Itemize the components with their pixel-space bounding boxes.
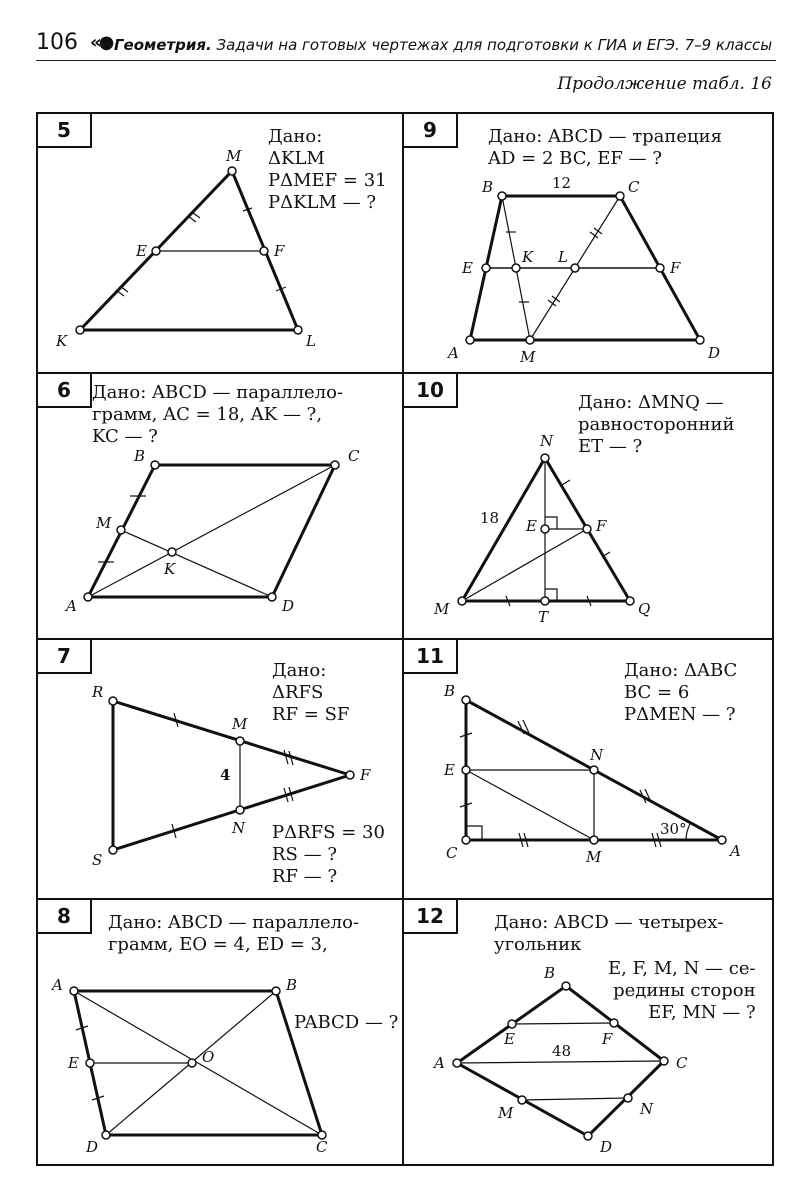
vertex-label: E [68,1054,79,1072]
segment-label: 48 [552,1042,572,1060]
given-line: угольник [494,934,582,955]
vertex-label: M [226,147,242,165]
vertex-label: F [670,259,681,277]
vertex-label: K [164,560,176,578]
given-line: KC — ? [92,426,158,447]
given-line: Дано: [268,126,323,147]
double-chevron-icon: «● [90,32,112,53]
problem-number: 5 [38,114,92,148]
given-line: BC = 6 [624,682,690,703]
quadrilateral-abcd [457,986,664,1136]
given-line: RS — ? [272,844,337,865]
given-line: RF — ? [272,866,338,887]
vertex-label: S [92,851,103,869]
vertex-label: C [676,1054,688,1072]
vertex-label: E [504,1030,515,1048]
vertex-label: Q [638,600,651,618]
given-line: грамм, AC = 18, AK — ?, [92,404,323,425]
vertex-label: B [444,682,456,700]
continuation-label: Продолжение табл. 16 [557,74,772,94]
given-line: PΔKLM — ? [268,192,377,213]
vertex-label: F [602,1030,613,1048]
given-line: Дано: ABCD — четырех- [494,912,724,933]
given-line: ΔRFS [272,682,324,703]
vertex-label: D [708,344,721,362]
problem-number: 6 [38,374,92,408]
vertex-label: F [596,517,607,535]
vertex-label: B [134,447,146,465]
given-line: Дано: ΔABC [624,660,738,681]
vertex-label: E [462,259,473,277]
given-line: Дано: [272,660,327,681]
given-line: Дано: ABCD — параллело- [108,912,360,933]
angle-label: 30° [660,820,687,838]
given-line: Дано: ABCD — трапеция [488,126,722,147]
vertex-label: M [586,848,602,866]
given-line: ET — ? [578,436,643,457]
vertex-label: D [600,1138,613,1156]
vertex-label: M [498,1104,514,1122]
trapezoid-abcd [470,196,700,340]
vertex-label: L [558,248,568,266]
vertex-label: K [522,248,534,266]
book-subtitle: Задачи на готовых чертежах для подготовки к ГИА и ЕГЭ. 7–9 классы [216,36,773,54]
vertex-label: N [540,432,554,450]
given-line: PΔRFS = 30 [272,822,385,843]
vertex-label: A [434,1054,445,1072]
vertex-label: F [360,766,371,784]
given-line: EF, MN — ? [648,1002,756,1023]
vertex-label: A [52,976,63,994]
given-line: E, F, M, N — се- [608,958,756,979]
given-line: редины сторон [613,980,756,1001]
vertex-label: N [232,819,246,837]
segment-label: 18 [480,509,500,527]
vertex-label: C [446,844,458,862]
given-line: грамм, EO = 4, ED = 3, [108,934,328,955]
vertex-label: F [274,242,285,260]
vertex-label: A [66,597,77,615]
vertex-label: K [56,332,68,350]
problem-number: 8 [38,900,92,934]
vertex-label: M [520,348,536,366]
given-line: равносторонний [578,414,735,435]
problem-number: 10 [404,374,458,408]
vertex-label: D [282,597,295,615]
vertex-label: B [286,976,298,994]
vertex-label: A [730,842,741,860]
vertex-label: A [448,344,459,362]
vertex-label: N [640,1100,654,1118]
problem-number: 11 [404,640,458,674]
book-title-bold: Геометрия. [114,36,212,54]
vertex-label: E [526,517,537,535]
parallelogram-abcd-8 [74,991,322,1135]
segment-label: 4 [220,766,231,784]
vertex-label: B [544,964,556,982]
given-line: Дано: ΔMNQ — [578,392,724,413]
vertex-label: O [202,1048,215,1066]
vertex-label: C [348,447,360,465]
given-line: Дано: ABCD — параллело- [92,382,344,403]
vertex-label: C [628,178,640,196]
problem-number: 7 [38,640,92,674]
vertex-label: C [316,1138,328,1156]
vertex-label: R [92,683,104,701]
given-line: PΔMEF = 31 [268,170,387,191]
find-text: PABCD — ? [294,1012,399,1033]
vertex-label: T [538,608,549,626]
page-number: 106 [36,30,78,55]
problem-number: 12 [404,900,458,934]
given-line: PΔMEN — ? [624,704,736,725]
vertex-label: E [136,242,147,260]
vertex-label: E [444,761,455,779]
vertex-label: M [96,514,112,532]
given-line: RF = SF [272,704,350,725]
vertex-label: N [590,746,604,764]
vertex-label: M [434,600,450,618]
vertex-label: M [232,715,248,733]
given-line: ΔKLM [268,148,325,169]
vertex-label: D [86,1138,99,1156]
problem-number: 9 [404,114,458,148]
vertex-label: L [306,332,316,350]
segment-label: 12 [552,174,572,192]
vertex-label: B [482,178,494,196]
given-line: AD = 2 BC, EF — ? [488,148,662,169]
